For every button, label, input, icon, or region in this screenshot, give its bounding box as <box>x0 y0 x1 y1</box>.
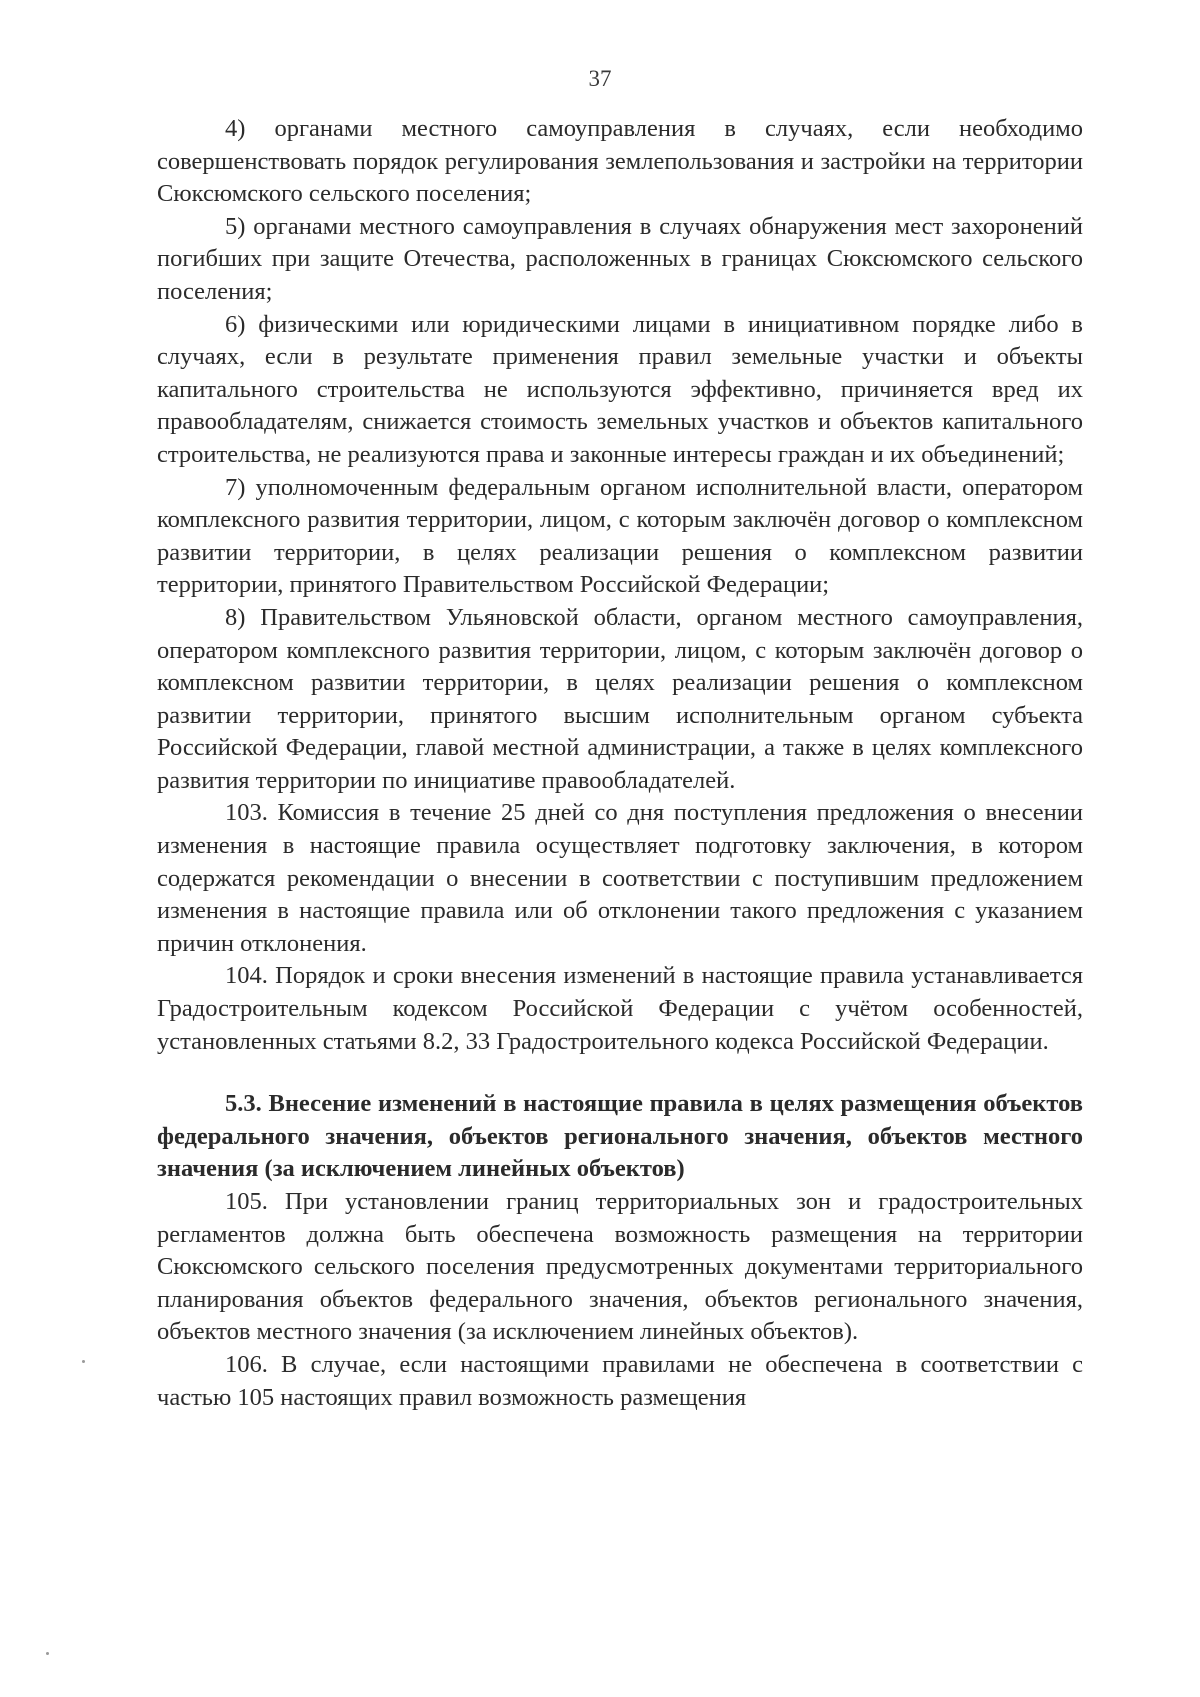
clause-105: 105. При установлении границ территориальных зон и градостроительных регламентов должна быть обеспечена возможность размещения на территории Сюксюмского сельского поселения предусмотренных документами территориального планирования объектов федерального значения, объектов регионального значения, объектов местного значения (за исключением линейных объектов). <box>157 1188 1083 1346</box>
clause-103: 103. Комиссия в течение 25 дней со дня поступления предложения о внесении изменения в настоящие правила осуществляет подготовку заключения, в котором содержатся рекомендации о внесении в соответствии с поступившим предложением изменения в настоящие правила или об отклонении такого предложения с указанием причин отклонения. <box>157 799 1083 957</box>
list-item-6: 6) физическими или юридическими лицами в инициативном порядке либо в случаях, если в результате применения правил земельные участки и объекты капитального строительства не используются эффективно, причиняется вред их правообладателям, снижается стоимость земельных участков и объектов капитального строительства, не реализуются права и законные интересы граждан и их объединений; <box>157 310 1083 468</box>
list-item-8: 8) Правительством Ульяновской области, органом местного самоуправления, оператором комплексного развития территории, лицом, с которым заключён договор о комплексном развитии территории, в целях реализации решения о комплексном развитии территории, принятого высшим исполнительным органом субъекта Российской Федерации, главой местной администрации, а также в целях комплексного развития территории по инициативе правообладателей. <box>157 603 1083 794</box>
scan-speck <box>46 1652 49 1655</box>
list-item-7: 7) уполномоченным федеральным органом исполнительной власти, оператором комплексного развития территории, лицом, с которым заключён договор о комплексном развитии территории, в целях реализации решения о комплексном развитии территории, принятого Правительством Российской Федерации; <box>157 473 1083 599</box>
document-body <box>157 113 1083 1414</box>
clause-104: 104. Порядок и сроки внесения изменений в настоящие правила устанавливается Градостроительным кодексом Российской Федерации с учётом особенностей, установленных статьями 8.2, 33 Градостроительного кодекса Российской Федерации. <box>157 962 1083 1055</box>
clause-106: 106. В случае, если настоящими правилами не обеспечена в соответствии с частью 105 настоящих правил возможность размещения <box>157 1350 1083 1411</box>
list-item-4: 4) органами местного самоуправления в случаях, если необходимо совершенствовать порядок регулирования землепользования и застройки на территории Сюксюмского сельского поселения; <box>157 115 1083 208</box>
section-heading: 5.3. Внесение изменений в настоящие правила в целях размещения объектов федерального значения, объектов регионального значения, объектов местного значения (за исключением линейных объектов) <box>157 1090 1083 1183</box>
page-number: 37 <box>588 66 612 91</box>
list-item-5: 5) органами местного самоуправления в случаях обнаружения мест захоронений погибших при защите Отечества, расположенных в границах Сюксюмского сельского поселения; <box>157 212 1083 305</box>
scan-speck <box>82 1360 85 1363</box>
